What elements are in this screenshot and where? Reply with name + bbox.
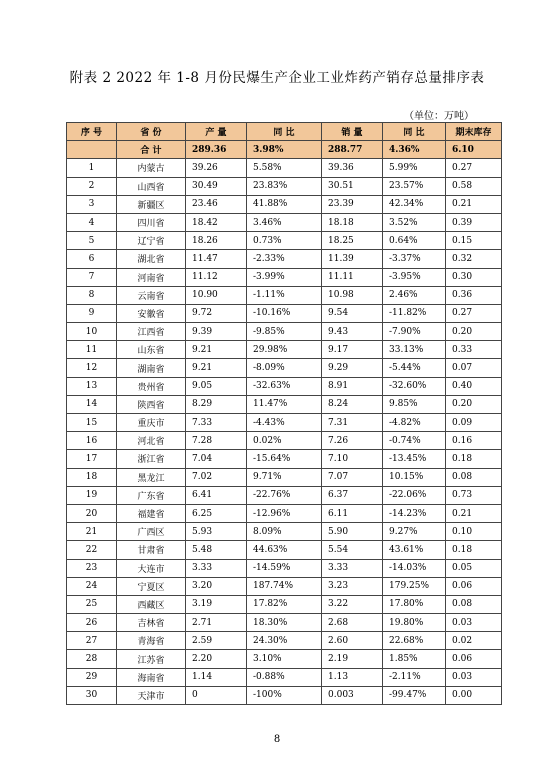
table-cell: 44.63%	[247, 541, 322, 559]
table-cell: 0.08	[446, 468, 502, 486]
table-cell: 0.06	[446, 650, 502, 668]
table-cell: 43.61%	[383, 541, 446, 559]
table-row	[67, 250, 502, 268]
table-cell: 7.07	[322, 468, 383, 486]
table-cell: 17.82%	[247, 595, 322, 613]
table-cell: 江苏省	[117, 650, 186, 668]
table-cell: 9.54	[322, 304, 383, 322]
table-row	[67, 341, 502, 359]
table-cell: 19	[67, 486, 117, 504]
table-cell: 0.58	[446, 177, 502, 195]
total-row	[67, 141, 502, 159]
table-cell: 9.21	[186, 359, 247, 377]
table-cell: 23	[67, 559, 117, 577]
table-cell: 21	[67, 523, 117, 541]
table-cell: 39.26	[186, 159, 247, 177]
table-cell: 0.18	[446, 541, 502, 559]
table-cell: 20	[67, 504, 117, 522]
table-cell: 天津市	[117, 686, 186, 704]
table-cell: 289.36	[186, 141, 247, 159]
table-cell: -3.37%	[383, 250, 446, 268]
table-cell: 0	[186, 686, 247, 704]
table-cell: 0.73	[446, 486, 502, 504]
table-cell: 山东省	[117, 341, 186, 359]
table-row	[67, 377, 502, 395]
table-cell: 5.48	[186, 541, 247, 559]
table-cell: 新疆区	[117, 195, 186, 213]
table-cell: 18.26	[186, 232, 247, 250]
table-cell: -0.74%	[383, 432, 446, 450]
table-cell: 19.80%	[383, 614, 446, 632]
header-output: 产 量	[186, 123, 247, 141]
table-cell: 15	[67, 414, 117, 432]
table-cell: 0.64%	[383, 232, 446, 250]
table-cell: 29	[67, 668, 117, 686]
table-cell: 0.07	[446, 359, 502, 377]
table-cell: 18.42	[186, 213, 247, 231]
table-cell: 湖南省	[117, 359, 186, 377]
table-cell: 西藏区	[117, 595, 186, 613]
table-cell: 5.58%	[247, 159, 322, 177]
header-sales: 销 量	[322, 123, 383, 141]
table-row	[67, 213, 502, 231]
table-row	[67, 395, 502, 413]
table-cell: 33.13%	[383, 341, 446, 359]
table-cell: 0.02%	[247, 432, 322, 450]
table-cell: 2.68	[322, 614, 383, 632]
table-cell: 0.02	[446, 632, 502, 650]
table-cell: 30.51	[322, 177, 383, 195]
table-row	[67, 686, 502, 704]
table-cell: 6.37	[322, 486, 383, 504]
table-cell: -32.63%	[247, 377, 322, 395]
table-cell: 23.39	[322, 195, 383, 213]
table-cell: 0.36	[446, 286, 502, 304]
table-cell: 0.05	[446, 559, 502, 577]
table-cell: 18	[67, 468, 117, 486]
table-cell: 0.21	[446, 504, 502, 522]
table-cell: -8.09%	[247, 359, 322, 377]
table-cell: 30.49	[186, 177, 247, 195]
table-cell: 24.30%	[247, 632, 322, 650]
table-cell: 7.10	[322, 450, 383, 468]
table-cell: 重庆市	[117, 414, 186, 432]
table-cell: 贵州省	[117, 377, 186, 395]
table-cell: 0.15	[446, 232, 502, 250]
table-cell: 6.41	[186, 486, 247, 504]
table-cell: 3.98%	[247, 141, 322, 159]
table-cell: 湖北省	[117, 250, 186, 268]
table-cell: 14	[67, 395, 117, 413]
table-cell: 青海省	[117, 632, 186, 650]
table-cell: 9.29	[322, 359, 383, 377]
table-cell: 6	[67, 250, 117, 268]
table-cell: 3.22	[322, 595, 383, 613]
unit-label: （单位：万吨）	[404, 111, 474, 122]
table-cell: 0.73%	[247, 232, 322, 250]
table-cell: 6.10	[446, 141, 502, 159]
table-cell: 22	[67, 541, 117, 559]
table-cell: 0.03	[446, 668, 502, 686]
table-cell: 福建省	[117, 504, 186, 522]
table-cell: -0.88%	[247, 668, 322, 686]
table-row	[67, 595, 502, 613]
table-cell: 26	[67, 614, 117, 632]
table-cell: 9.21	[186, 341, 247, 359]
table-row	[67, 268, 502, 286]
table-cell: 大连市	[117, 559, 186, 577]
table-cell: -22.06%	[383, 486, 446, 504]
table-cell: 10.98	[322, 286, 383, 304]
table-cell: 0.16	[446, 432, 502, 450]
table-cell: -32.60%	[383, 377, 446, 395]
table-cell: 0.20	[446, 323, 502, 341]
table-cell: 8.09%	[247, 523, 322, 541]
table-cell: -14.59%	[247, 559, 322, 577]
table-cell: -1.11%	[247, 286, 322, 304]
table-header-row	[67, 123, 502, 141]
table-cell: 云南省	[117, 286, 186, 304]
table-cell: 2.59	[186, 632, 247, 650]
table-cell: 4.36%	[383, 141, 446, 159]
table-cell: 8	[67, 286, 117, 304]
table-cell: 42.34%	[383, 195, 446, 213]
table-row	[67, 177, 502, 195]
table-cell: 0.03	[446, 614, 502, 632]
table-cell: 4	[67, 213, 117, 231]
table-cell: 23.83%	[247, 177, 322, 195]
table-cell: 9.39	[186, 323, 247, 341]
table-cell: -2.33%	[247, 250, 322, 268]
table-cell: 11.47	[186, 250, 247, 268]
table-cell: 7.26	[322, 432, 383, 450]
table-cell: -11.82%	[383, 304, 446, 322]
table-cell: 187.74%	[247, 577, 322, 595]
table-cell: 1.13	[322, 668, 383, 686]
table-cell: 39.36	[322, 159, 383, 177]
table-cell: 3.33	[322, 559, 383, 577]
table-cell: 河南省	[117, 268, 186, 286]
table-cell: 5.99%	[383, 159, 446, 177]
table-cell: 浙江省	[117, 450, 186, 468]
table-row	[67, 195, 502, 213]
table-row	[67, 668, 502, 686]
table-cell: 7.31	[322, 414, 383, 432]
table-cell: 11.12	[186, 268, 247, 286]
table-cell: 11	[67, 341, 117, 359]
table-cell: 24	[67, 577, 117, 595]
table-cell: -5.44%	[383, 359, 446, 377]
table-cell: -9.85%	[247, 323, 322, 341]
table-row	[67, 414, 502, 432]
table-cell: 山西省	[117, 177, 186, 195]
table-cell: 41.88%	[247, 195, 322, 213]
table-row	[67, 232, 502, 250]
table-row	[67, 650, 502, 668]
table-cell: 1.14	[186, 668, 247, 686]
table-cell: 23.57%	[383, 177, 446, 195]
table-row	[67, 559, 502, 577]
table-cell: 288.77	[322, 141, 383, 159]
table-cell: 5	[67, 232, 117, 250]
table-cell: 广东省	[117, 486, 186, 504]
table-cell: 5.54	[322, 541, 383, 559]
table-row	[67, 286, 502, 304]
table-cell: 11.47%	[247, 395, 322, 413]
table-cell: 宁夏区	[117, 577, 186, 595]
table-cell: 7.28	[186, 432, 247, 450]
table-cell: 0.39	[446, 213, 502, 231]
table-cell: -3.95%	[383, 268, 446, 286]
table-cell: 10.90	[186, 286, 247, 304]
table-cell: 3.33	[186, 559, 247, 577]
table-cell: 11.11	[322, 268, 383, 286]
table-cell: 9.85%	[383, 395, 446, 413]
table-cell: 8.24	[322, 395, 383, 413]
table-row	[67, 359, 502, 377]
table-cell: 2	[67, 177, 117, 195]
table-cell: -2.11%	[383, 668, 446, 686]
table-cell: 10.15%	[383, 468, 446, 486]
table-cell: 四川省	[117, 213, 186, 231]
table-cell: 0.32	[446, 250, 502, 268]
table-cell: 7	[67, 268, 117, 286]
table-cell: -4.43%	[247, 414, 322, 432]
table-cell: 0.21	[446, 195, 502, 213]
table-cell: 2.60	[322, 632, 383, 650]
table-cell: 3	[67, 195, 117, 213]
table-cell: 0.33	[446, 341, 502, 359]
table-row	[67, 614, 502, 632]
table-cell: 0.30	[446, 268, 502, 286]
table-cell: 179.25%	[383, 577, 446, 595]
table-cell: 9.05	[186, 377, 247, 395]
table-cell: 1.85%	[383, 650, 446, 668]
table-cell: 0.003	[322, 686, 383, 704]
table-cell: 9.27%	[383, 523, 446, 541]
table-cell: 0.00	[446, 686, 502, 704]
table-cell: -12.96%	[247, 504, 322, 522]
header-index: 序 号	[67, 123, 117, 141]
table-cell: 22.68%	[383, 632, 446, 650]
ranking-table	[66, 122, 502, 705]
document-title: 附表 2 2022 年 1-8 月份民爆生产企业工业炸药产销存总量排序表	[69, 70, 485, 86]
table-cell: 17	[67, 450, 117, 468]
table-cell: 9.72	[186, 304, 247, 322]
header-inventory: 期末库存	[446, 123, 502, 141]
table-cell: 合 计	[117, 141, 186, 159]
table-cell: 13	[67, 377, 117, 395]
table-cell: 18.30%	[247, 614, 322, 632]
table-cell: 9.17	[322, 341, 383, 359]
table-row	[67, 159, 502, 177]
table-cell: 江西省	[117, 323, 186, 341]
table-cell: 23.46	[186, 195, 247, 213]
table-row	[67, 304, 502, 322]
table-row	[67, 504, 502, 522]
table-cell: 27	[67, 632, 117, 650]
table-cell: 1	[67, 159, 117, 177]
table-cell: 辽宁省	[117, 232, 186, 250]
table-cell: 0.20	[446, 395, 502, 413]
table-cell: -10.16%	[247, 304, 322, 322]
table-cell: 0.06	[446, 577, 502, 595]
table-cell: 6.25	[186, 504, 247, 522]
table-cell: 0.09	[446, 414, 502, 432]
table-cell: 2.19	[322, 650, 383, 668]
table-cell: 17.80%	[383, 595, 446, 613]
table-cell: 28	[67, 650, 117, 668]
table-cell: 0.27	[446, 159, 502, 177]
header-sales-yoy: 同 比	[383, 123, 446, 141]
table-cell: -13.45%	[383, 450, 446, 468]
table-cell: 吉林省	[117, 614, 186, 632]
table-cell: 3.20	[186, 577, 247, 595]
table-cell: 29.98%	[247, 341, 322, 359]
table-cell: 3.19	[186, 595, 247, 613]
table-cell: 0.27	[446, 304, 502, 322]
table-cell: 10	[67, 323, 117, 341]
table-cell: 0.10	[446, 523, 502, 541]
table-row	[67, 450, 502, 468]
table-cell: 25	[67, 595, 117, 613]
table-cell: -7.90%	[383, 323, 446, 341]
table-cell: -99.47%	[383, 686, 446, 704]
table-row	[67, 632, 502, 650]
table-cell: 内蒙古	[117, 159, 186, 177]
table-cell: 9	[67, 304, 117, 322]
header-province: 省 份	[117, 123, 186, 141]
table-cell: 陕西省	[117, 395, 186, 413]
table-cell: 0.08	[446, 595, 502, 613]
table-cell: 黑龙江	[117, 468, 186, 486]
table-cell: 18.18	[322, 213, 383, 231]
table-cell: -22.76%	[247, 486, 322, 504]
table-row	[67, 468, 502, 486]
table-cell: 7.02	[186, 468, 247, 486]
table-cell: 8.91	[322, 377, 383, 395]
table-row	[67, 523, 502, 541]
table-cell: 2.46%	[383, 286, 446, 304]
table-cell: -4.82%	[383, 414, 446, 432]
table-cell: 海南省	[117, 668, 186, 686]
table-cell: 3.46%	[247, 213, 322, 231]
table-cell: 0.18	[446, 450, 502, 468]
table-cell: 5.93	[186, 523, 247, 541]
table-cell: -14.03%	[383, 559, 446, 577]
table-row	[67, 432, 502, 450]
table-cell: 3.10%	[247, 650, 322, 668]
table-row	[67, 541, 502, 559]
header-output-yoy: 同 比	[247, 123, 322, 141]
table-cell: 30	[67, 686, 117, 704]
table-cell: -3.99%	[247, 268, 322, 286]
table-cell: 安徽省	[117, 304, 186, 322]
table-cell: 广西区	[117, 523, 186, 541]
table-cell: 2.20	[186, 650, 247, 668]
table-cell: 7.33	[186, 414, 247, 432]
table-cell: 3.23	[322, 577, 383, 595]
table-cell: 9.71%	[247, 468, 322, 486]
table-cell: 河北省	[117, 432, 186, 450]
table-row	[67, 323, 502, 341]
page-number: 8	[273, 734, 281, 745]
table-cell: 12	[67, 359, 117, 377]
table-cell: 18.25	[322, 232, 383, 250]
table-row	[67, 577, 502, 595]
table-cell: -15.64%	[247, 450, 322, 468]
table-cell: 2.71	[186, 614, 247, 632]
table-cell: -14.23%	[383, 504, 446, 522]
table-cell: 16	[67, 432, 117, 450]
table-cell: 7.04	[186, 450, 247, 468]
table-cell: 8.29	[186, 395, 247, 413]
table-cell: 11.39	[322, 250, 383, 268]
table-row	[67, 486, 502, 504]
table-cell: 6.11	[322, 504, 383, 522]
table-cell: 甘肃省	[117, 541, 186, 559]
table-cell: 3.52%	[383, 213, 446, 231]
table-cell	[67, 141, 117, 159]
table-cell: 5.90	[322, 523, 383, 541]
table-cell: -100%	[247, 686, 322, 704]
table-cell: 0.40	[446, 377, 502, 395]
table-cell: 9.43	[322, 323, 383, 341]
